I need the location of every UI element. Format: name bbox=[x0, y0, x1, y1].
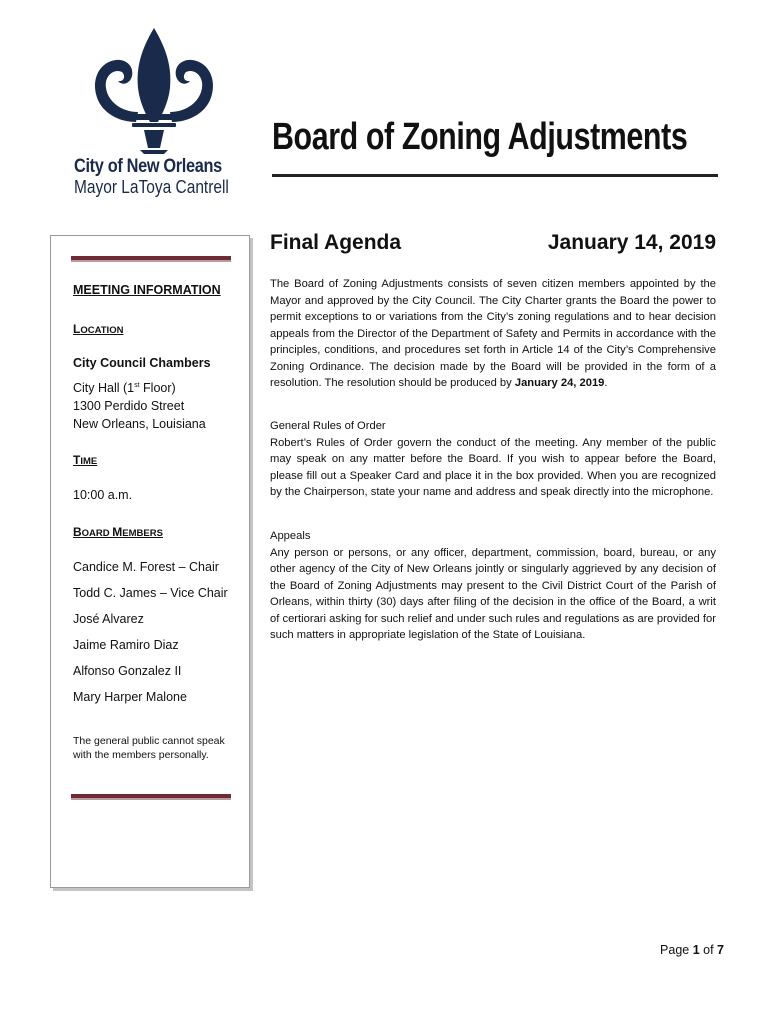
agenda-title: Final Agenda bbox=[270, 231, 402, 254]
agenda-header bbox=[270, 231, 716, 261]
location-name: City Council Chambers bbox=[73, 356, 211, 370]
rules-heading: General Rules of Order bbox=[270, 420, 386, 432]
page-number: Page 1 of 7 bbox=[660, 943, 724, 957]
fleur-de-lis-icon bbox=[92, 26, 216, 154]
board-member: José Alvarez bbox=[73, 612, 144, 626]
document-title: Board of Zoning Adjustments bbox=[272, 116, 688, 158]
board-member: Candice M. Forest – Chair bbox=[73, 560, 219, 574]
sidebar-top-rule bbox=[71, 256, 231, 262]
meeting-time: 10:00 a.m. bbox=[73, 488, 133, 502]
resolution-date: January 24, 2019 bbox=[514, 377, 605, 389]
board-member: Todd C. James – Vice Chair bbox=[73, 586, 228, 600]
address-line-3: New Orleans, Louisiana bbox=[73, 417, 206, 431]
rules-of-order-section bbox=[270, 418, 716, 501]
mayor-name: Mayor LaToya Cantrell bbox=[74, 177, 229, 197]
board-member: Jaime Ramiro Diaz bbox=[73, 638, 179, 652]
rules-text: Robert’s Rules of Order govern the conduct of the meeting. Any member of the public may speak on any matter before the Board. If you wish to appear before the Board, please fill out a Speaker Card and place it in the box provided. When you are recognized by the Chairperson, state your name and address and speak directly into the microphone. bbox=[270, 436, 716, 498]
appeals-section bbox=[270, 528, 716, 644]
appeals-text: Any person or persons, or any officer, department, commission, board, bureau, or any other agency of the City of New Orleans jointly or singularly aggrieved by any decision of the Board of Zoning Adjustments may present to the Civil District Court of the Parish of Orleans, within thirty (30) days after filing of the decision in the office of the Board, a writ of certiorari asking for such relief and under such rules and regulations as are provided for such matters in appropriate legislation of the State of Louisiana. bbox=[270, 546, 716, 641]
appeals-heading: Appeals bbox=[270, 530, 311, 542]
agenda-date: January 14, 2019 bbox=[547, 231, 716, 254]
board-members-heading: BOARD MEMBERS bbox=[73, 525, 163, 539]
location-heading: LOCATION bbox=[73, 322, 124, 336]
city-name: City of New Orleans bbox=[74, 156, 222, 177]
title-divider bbox=[272, 174, 718, 177]
meeting-info-sidebar bbox=[50, 235, 250, 888]
address-line-1: City Hall (1st Floor) bbox=[73, 381, 176, 395]
board-description: The Board of Zoning Adjustments consists of seven citizen members appointed by the Mayor and approved by the City Council. The City Charter grants the Board the power to permit exceptions to or variations from the City’s zoning regulations and to hear decision appeals from the Director of the Department of Safety and Permits in accordance with the principles, conditions, and procedures set forth in Article 14 of the City’s Comprehensive Zoning Ordinance. The decision made by the Board will be provided in the form of a resolution. The resolution should be produced by January 24, 2019. bbox=[270, 278, 716, 389]
meeting-info-heading: MEETING INFORMATION bbox=[73, 283, 221, 297]
address-line-2: 1300 Perdido Street bbox=[73, 399, 185, 413]
board-member: Mary Harper Malone bbox=[73, 690, 187, 704]
time-heading: TIME bbox=[73, 453, 98, 467]
public-notice: The general public cannot speak with the members personally. bbox=[73, 735, 225, 761]
sidebar-bottom-rule bbox=[71, 794, 231, 800]
board-member: Alfonso Gonzalez II bbox=[73, 664, 182, 678]
